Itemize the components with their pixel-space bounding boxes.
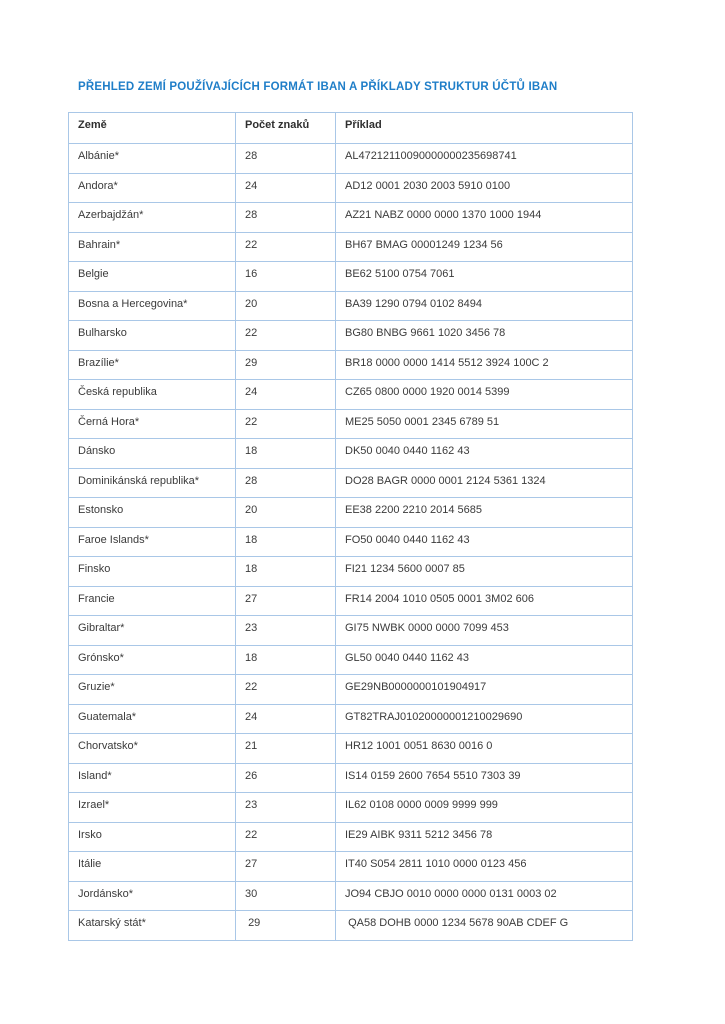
char-count-cell: 24 [236,173,336,203]
country-cell: Itálie [69,852,236,882]
column-header-char-count: Počet znaků [236,113,336,144]
iban-example-cell: CZ65 0800 0000 1920 0014 5399 [336,380,633,410]
country-cell: Izrael* [69,793,236,823]
column-header-country: Země [69,113,236,144]
iban-example-cell: FR14 2004 1010 0505 0001 3M02 606 [336,586,633,616]
iban-example-cell: IS14 0159 2600 7654 5510 7303 39 [336,763,633,793]
country-cell: Česká republika [69,380,236,410]
table-row [69,911,633,941]
char-count-cell: 23 [236,616,336,646]
char-count-cell: 28 [236,468,336,498]
iban-example-cell: BR18 0000 0000 1414 5512 3924 100C 2 [336,350,633,380]
char-count-cell: 24 [236,704,336,734]
iban-example-cell: AL47212110090000000235698741 [336,144,633,174]
table-row [69,350,633,380]
country-cell: Katarský stát* [69,911,236,941]
country-cell: Dánsko [69,439,236,469]
iban-example-cell: BG80 BNBG 9661 1020 3456 78 [336,321,633,351]
iban-example-cell: GL50 0040 0440 1162 43 [336,645,633,675]
iban-example-cell: IE29 AIBK 9311 5212 3456 78 [336,822,633,852]
table-row [69,468,633,498]
char-count-cell: 27 [236,586,336,616]
char-count-cell: 22 [236,409,336,439]
table-row [69,527,633,557]
char-count-cell: 29 [236,350,336,380]
table-row [69,498,633,528]
char-count-cell: 20 [236,498,336,528]
table-row [69,321,633,351]
country-cell: Grónsko* [69,645,236,675]
country-cell: Francie [69,586,236,616]
table-row [69,852,633,882]
country-cell: Bahrain* [69,232,236,262]
table-row [69,734,633,764]
iban-example-cell: HR12 1001 0051 8630 0016 0 [336,734,633,764]
char-count-cell: 18 [236,527,336,557]
country-cell: Brazílie* [69,350,236,380]
char-count-cell: 30 [236,881,336,911]
country-cell: Gibraltar* [69,616,236,646]
char-count-cell: 29 [236,911,336,941]
country-cell: Irsko [69,822,236,852]
table-row [69,232,633,262]
iban-example-cell: QA58 DOHB 0000 1234 5678 90AB CDEF G [336,911,633,941]
char-count-cell: 23 [236,793,336,823]
iban-example-cell: JO94 CBJO 0010 0000 0000 0131 0003 02 [336,881,633,911]
char-count-cell: 27 [236,852,336,882]
country-cell: Belgie [69,262,236,292]
table-row [69,557,633,587]
char-count-cell: 18 [236,557,336,587]
table-row [69,763,633,793]
iban-example-cell: BH67 BMAG 00001249 1234 56 [336,232,633,262]
char-count-cell: 18 [236,439,336,469]
country-cell: Guatemala* [69,704,236,734]
table-row [69,409,633,439]
iban-example-cell: DK50 0040 0440 1162 43 [336,439,633,469]
country-cell: Bulharsko [69,321,236,351]
char-count-cell: 22 [236,321,336,351]
char-count-cell: 22 [236,675,336,705]
country-cell: Chorvatsko* [69,734,236,764]
country-cell: Gruzie* [69,675,236,705]
country-cell: Azerbajdžán* [69,203,236,233]
iban-example-cell: AD12 0001 2030 2003 5910 0100 [336,173,633,203]
iban-example-cell: IT40 S054 2811 1010 0000 0123 456 [336,852,633,882]
table-row [69,144,633,174]
table-row [69,173,633,203]
char-count-cell: 18 [236,645,336,675]
table-row [69,291,633,321]
country-cell: Černá Hora* [69,409,236,439]
table-row [69,675,633,705]
column-header-example: Příklad [336,113,633,144]
table-row [69,822,633,852]
country-cell: Faroe Islands* [69,527,236,557]
char-count-cell: 16 [236,262,336,292]
table-row [69,586,633,616]
table-row [69,262,633,292]
iban-example-cell: FI21 1234 5600 0007 85 [336,557,633,587]
char-count-cell: 24 [236,380,336,410]
table-row [69,704,633,734]
table-body [69,144,633,941]
iban-countries-table [68,112,633,941]
iban-example-cell: DO28 BAGR 0000 0001 2124 5361 1324 [336,468,633,498]
country-cell: Albánie* [69,144,236,174]
table-row [69,881,633,911]
iban-example-cell: EE38 2200 2210 2014 5685 [336,498,633,528]
table-row [69,616,633,646]
table-row [69,645,633,675]
iban-example-cell: BE62 5100 0754 7061 [336,262,633,292]
table-header-row [69,113,633,144]
country-cell: Dominikánská republika* [69,468,236,498]
iban-example-cell: GI75 NWBK 0000 0000 7099 453 [336,616,633,646]
country-cell: Finsko [69,557,236,587]
iban-example-cell: ME25 5050 0001 2345 6789 51 [336,409,633,439]
page-title: PŘEHLED ZEMÍ POUŽÍVAJÍCÍCH FORMÁT IBAN A PŘÍKLADY STRUKTUR ÚČTŮ IBAN [78,81,558,93]
iban-example-cell: BA39 1290 0794 0102 8494 [336,291,633,321]
char-count-cell: 28 [236,203,336,233]
table-row [69,203,633,233]
iban-example-cell: IL62 0108 0000 0009 9999 999 [336,793,633,823]
iban-example-cell: GE29NB0000000101904917 [336,675,633,705]
char-count-cell: 22 [236,822,336,852]
char-count-cell: 26 [236,763,336,793]
country-cell: Estonsko [69,498,236,528]
iban-example-cell: FO50 0040 0440 1162 43 [336,527,633,557]
iban-example-cell: AZ21 NABZ 0000 0000 1370 1000 1944 [336,203,633,233]
country-cell: Bosna a Hercegovina* [69,291,236,321]
country-cell: Island* [69,763,236,793]
table-row [69,793,633,823]
char-count-cell: 21 [236,734,336,764]
country-cell: Andora* [69,173,236,203]
iban-example-cell: GT82TRAJ01020000001210029690 [336,704,633,734]
char-count-cell: 22 [236,232,336,262]
table-row [69,439,633,469]
char-count-cell: 20 [236,291,336,321]
country-cell: Jordánsko* [69,881,236,911]
char-count-cell: 28 [236,144,336,174]
table-row [69,380,633,410]
